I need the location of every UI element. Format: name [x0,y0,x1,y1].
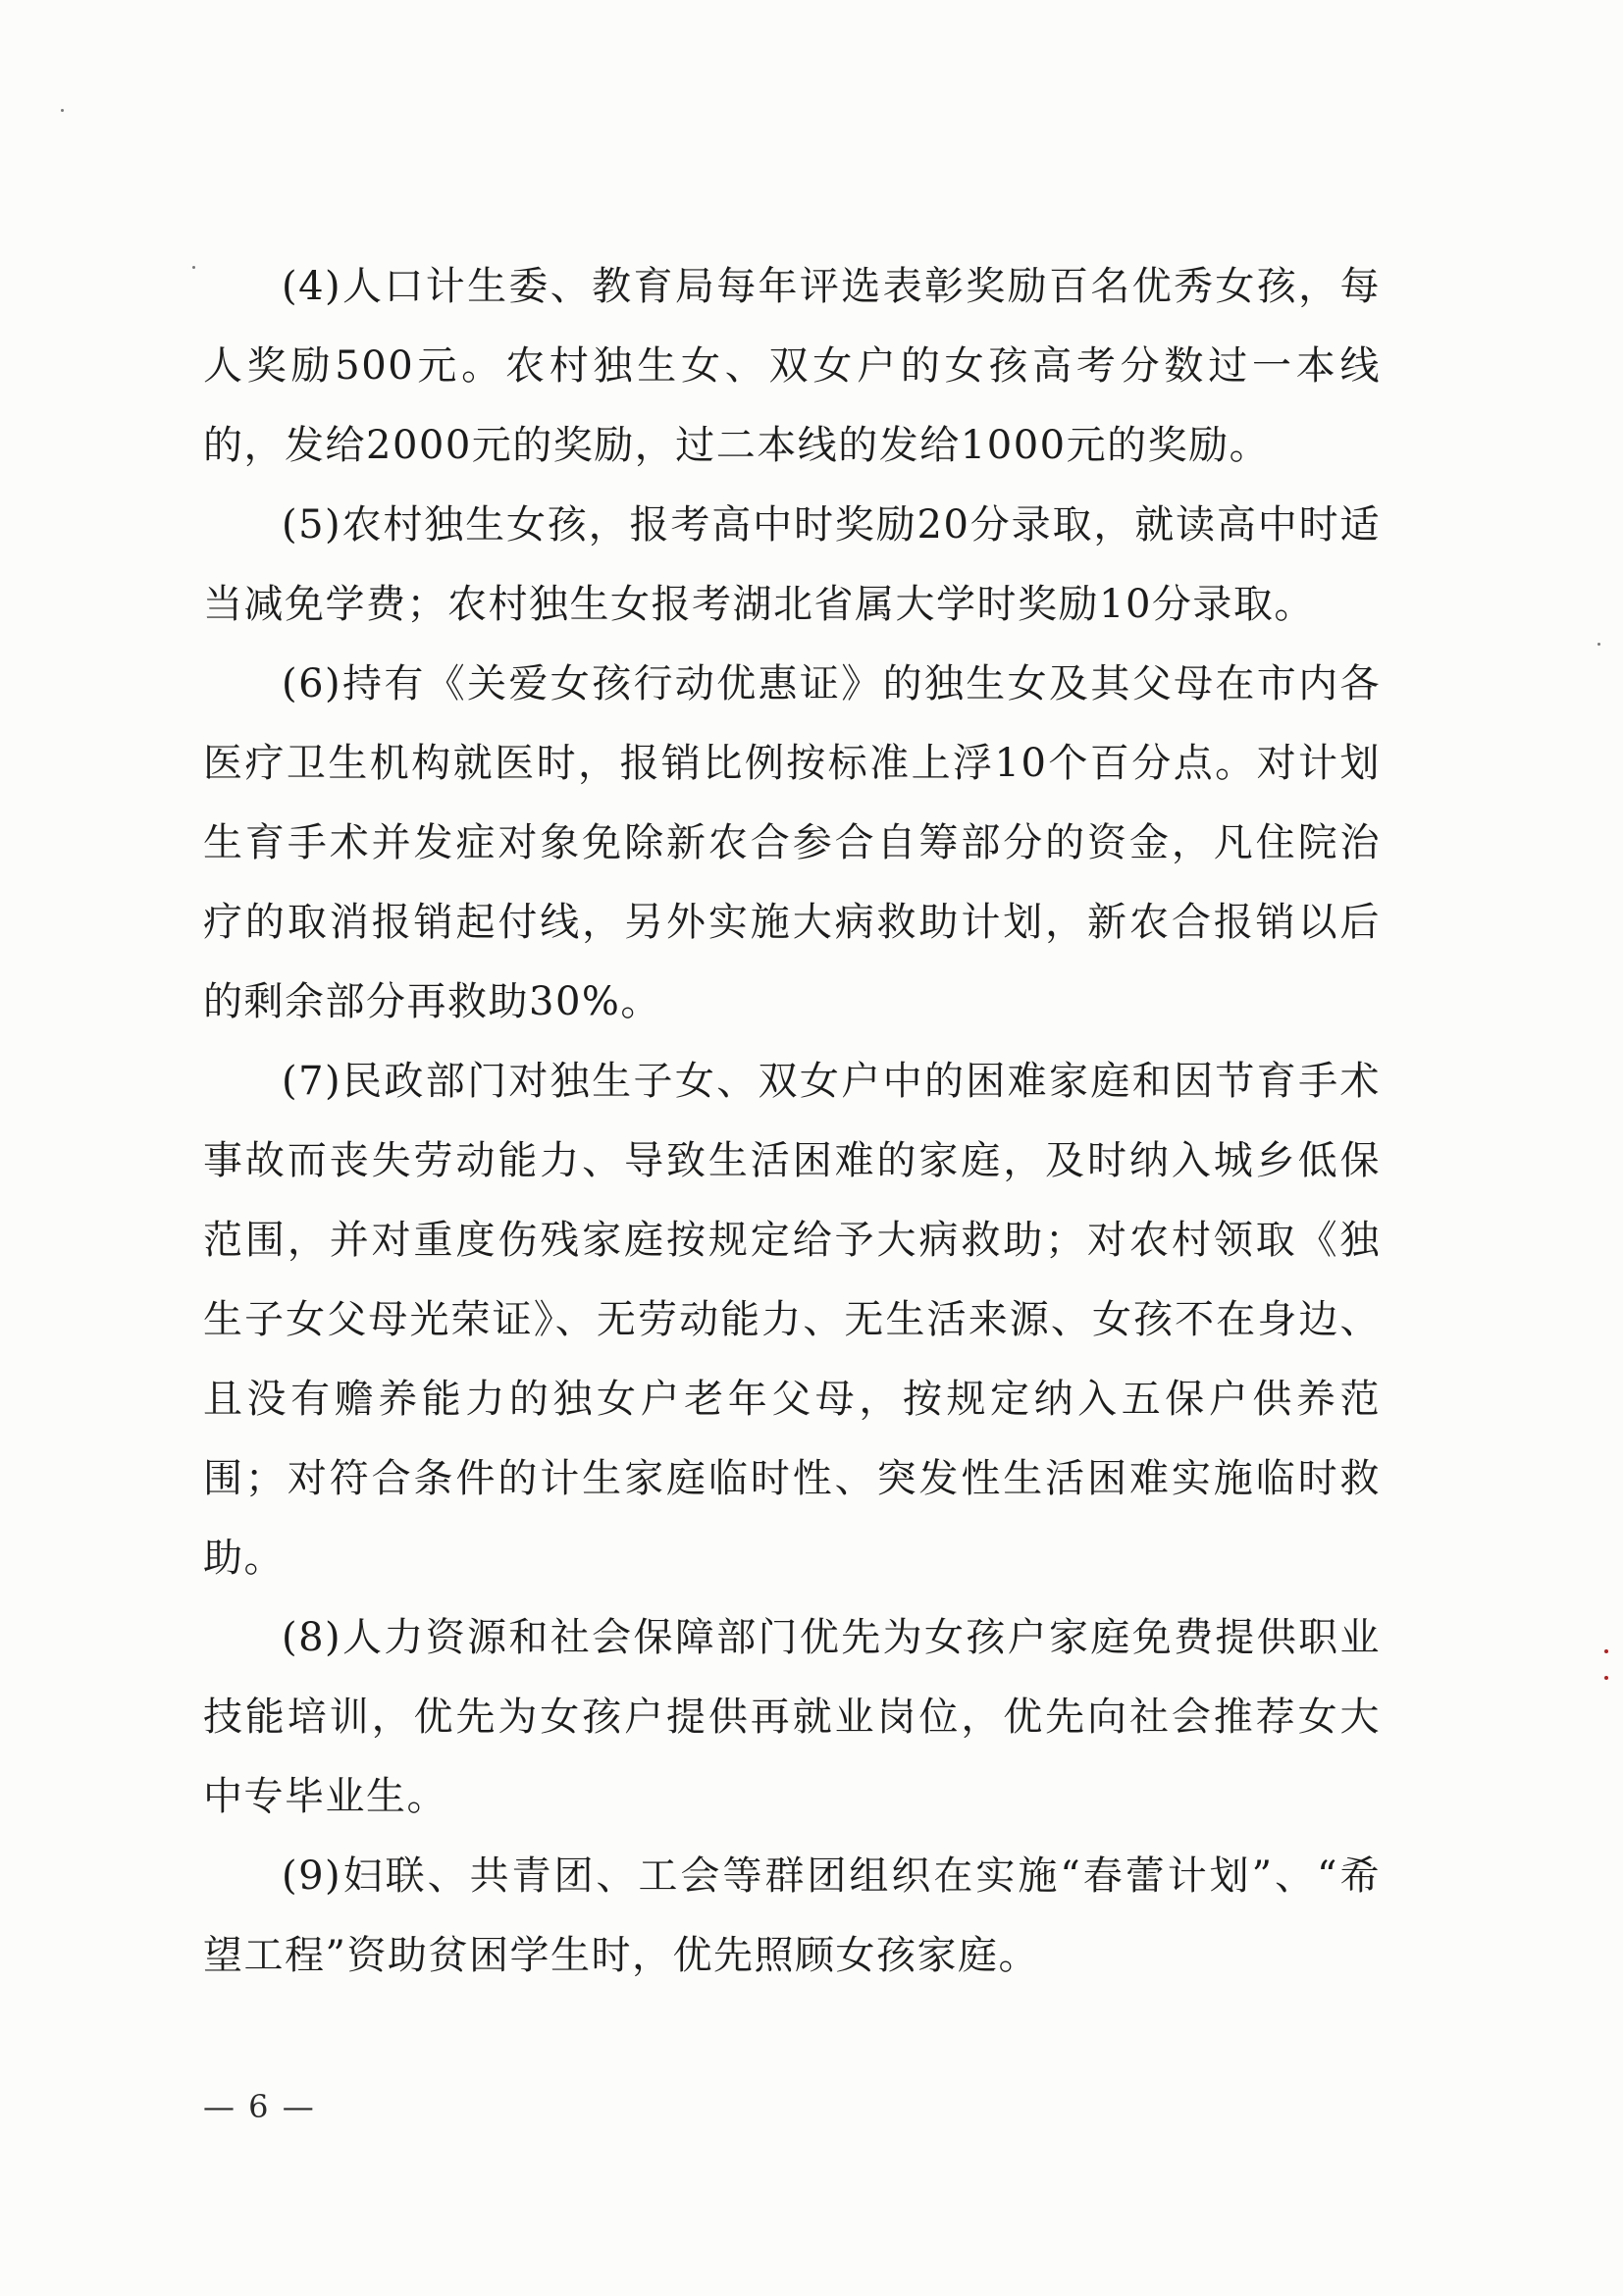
scan-speck [1604,1676,1608,1680]
paragraph-6: (6)持有《关爱女孩行动优惠证》的独生女及其父母在市内各医疗卫生机构就医时，报销比例按标准上浮10个百分点。对计划生育手术并发症对象免除新农合参合自筹部分的资金，凡住院治疗的取消报销起付线，另外实施大病救助计划，新农合报销以后的剩余部分再救助30%。 [203,661,1381,1024]
paragraph-4: (4)人口计生委、教育局每年评选表彰奖励百名优秀女孩，每人奖励500元。农村独生女、双女户的女孩高考分数过一本线的，发给2000元的奖励，过二本线的发给1000元的奖励。 [203,264,1381,468]
scan-speck [61,109,64,112]
paragraph-5: (5)农村独生女孩，报考高中时奖励20分录取，就读高中时适当减免学费；农村独生女报考湖北省属大学时奖励10分录取。 [203,502,1381,627]
page-number: — 6 — [203,2088,316,2125]
paragraph-8: (8)人力资源和社会保障部门优先为女孩户家庭免费提供职业技能培训，优先为女孩户提供再就业岗位，优先向社会推荐女大中专毕业生。 [203,1615,1381,1819]
scan-speck [1604,1649,1608,1653]
scan-speck [192,266,195,269]
paragraph-7: (7)民政部门对独生子女、双女户中的困难家庭和因节育手术事故而丧失劳动能力、导致生活困难的家庭，及时纳入城乡低保范围，并对重度伤残家庭按规定给予大病救助；对农村领取《独生子女父母光荣证》、无劳动能力、无生活来源、女孩不在身边、且没有赡养能力的独女户老年父母，按规定纳入五保户供养范围；对符合条件的计生家庭临时性、突发性生活困难实施临时救助。 [203,1059,1381,1581]
document-body [203,247,1381,1996]
paragraph-9: (9)妇联、共青团、工会等群团组织在实施“春蕾计划”、“希望工程”资助贫困学生时，优先照顾女孩家庭。 [203,1853,1381,1978]
scan-speck [1597,643,1600,646]
